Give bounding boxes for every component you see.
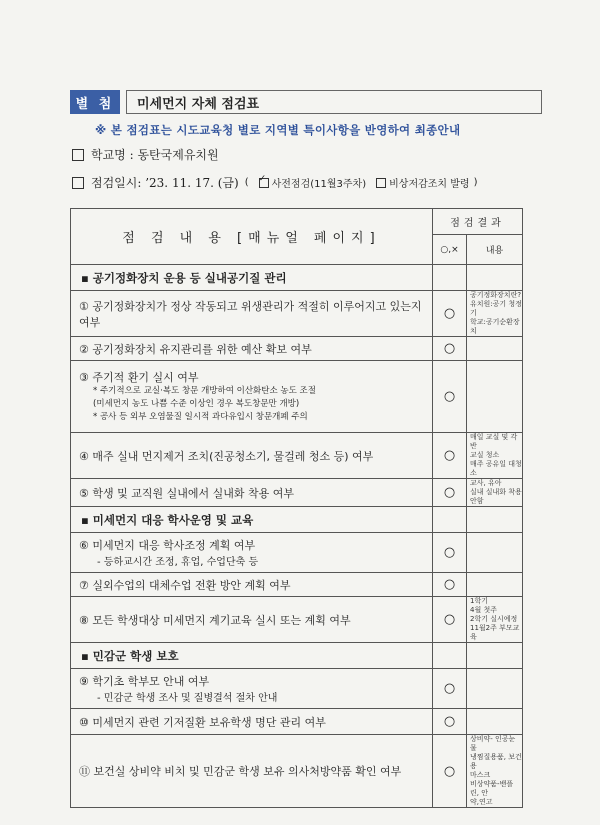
result-mark: ○: [433, 433, 467, 479]
check-item-subtext: - 민감군 학생 조사 및 질병결석 절차 안내: [97, 693, 278, 704]
table-row: [71, 709, 523, 735]
result-note-line: 4월 첫주: [470, 606, 497, 614]
check-item-text: ⑨ 학기초 학부모 안내 여부: [79, 675, 210, 688]
school-line: [72, 146, 219, 163]
result-mark: ○: [433, 669, 467, 709]
result-note: [467, 433, 523, 479]
section-title: ▪ 공기정화장치 운용 등 실내공기질 관리: [71, 265, 433, 291]
result-note-line: 유치원:공기 청정기: [470, 300, 522, 317]
table-header-main: 점 검 내 용 [매뉴얼 페이지]: [71, 209, 433, 265]
result-note-line: 교실 청소: [470, 451, 500, 459]
checkbox-icon: [376, 178, 386, 188]
result-note-line: 냉찜질용품, 보건용: [470, 753, 522, 770]
check-item: [71, 433, 433, 479]
table-row: [71, 433, 523, 479]
close-paren: ): [473, 177, 478, 188]
result-note-line: 1학기: [470, 597, 488, 605]
table-row: [71, 533, 523, 573]
check-item: [71, 479, 433, 507]
table-header-result: 점검결과: [433, 209, 523, 235]
result-note: [467, 337, 523, 361]
empty-cell: [467, 265, 523, 291]
result-mark: ○: [433, 709, 467, 735]
result-note-line: 2학기 실시예정: [470, 615, 518, 623]
result-mark: ○: [433, 533, 467, 573]
result-note: [467, 291, 523, 337]
result-note: [467, 573, 523, 597]
result-note: [467, 669, 523, 709]
check-item-text: ② 공기정화장치 유지관리를 위한 예산 확보 여부: [79, 342, 312, 356]
check-item: [71, 533, 433, 573]
option-emergency: 비상저감조치 발령: [389, 179, 470, 190]
check-item: [71, 361, 433, 433]
check-item: [71, 573, 433, 597]
document-title: 미세먼지 자체 점검표: [126, 90, 542, 114]
check-item-text: ③ 주기적 환기 실시 여부: [79, 371, 199, 384]
check-item-text: ⑦ 실외수업의 대체수업 전환 방안 계획 여부: [79, 578, 291, 592]
result-mark: ○: [433, 337, 467, 361]
table-row: [71, 573, 523, 597]
check-item-subtext: * 공사 등 외부 오염물질 일시적 과다유입시 창문개폐 주의: [93, 412, 308, 422]
result-mark: ○: [433, 291, 467, 337]
result-note-line: 매주 공유일 대청소: [470, 460, 522, 477]
check-item-text: ⑥ 미세먼지 대응 학사조정 계획 여부: [79, 539, 256, 552]
result-note-line: 교사, 유아: [470, 479, 502, 487]
table-row: [71, 337, 523, 361]
check-item: [71, 735, 433, 808]
check-item-text: ⑩ 미세먼지 관련 기저질환 보유학생 명단 관리 여부: [79, 715, 326, 729]
check-item-subtext: (미세먼지 농도 나쁨 수준 이상인 경우 복도창문만 개방): [93, 399, 300, 409]
result-mark: ○: [433, 735, 467, 808]
result-note: [467, 361, 523, 433]
table-row: [71, 361, 523, 433]
check-item: [71, 709, 433, 735]
attachment-badge: 별 첨: [70, 90, 120, 114]
result-note-line: 실내 실내화 착용 안함: [470, 488, 522, 505]
result-note-line: 학교:공기순환장치: [470, 318, 520, 335]
check-item: [71, 597, 433, 643]
table-header-ox: ○,×: [433, 235, 467, 265]
check-item-text: ⑧ 모든 학생대상 미세먼지 계기교육 실시 또는 계획 여부: [79, 613, 351, 627]
check-item: [71, 669, 433, 709]
inspection-date: 점검일시: ’23. 11. 17. (금): [91, 176, 239, 190]
attachment-header: [70, 90, 542, 114]
check-item-subtext: - 등하교시간 조정, 휴업, 수업단축 등: [97, 557, 259, 568]
check-item-text: ④ 매주 실내 먼지제거 조치(진공청소기, 물걸레 청소 등) 여부: [79, 449, 374, 463]
result-mark: ○: [433, 573, 467, 597]
table-row: [71, 669, 523, 709]
option-pre-check: 사전점검(11월3주차): [271, 179, 367, 190]
result-mark: ○: [433, 361, 467, 433]
table-row: [71, 735, 523, 808]
empty-cell: [433, 507, 467, 533]
result-note-line: 상비약- 인공눈물: [470, 735, 516, 752]
check-item: [71, 337, 433, 361]
result-note-line: 매일 교실 및 각반: [470, 433, 518, 450]
check-item-text: ① 공기정화장치가 정상 작동되고 위생관리가 적절히 이루어지고 있는지 여부: [79, 299, 422, 329]
inspection-line: 점검일시: ’23. 11. 17. (금) ( ✓ 사전점검(11월3주차) 비상저감조치 발령 ): [72, 174, 478, 191]
section-title: ▪ 민감군 학생 보호: [71, 643, 433, 669]
result-note: [467, 479, 523, 507]
result-note: [467, 597, 523, 643]
result-mark: ○: [433, 597, 467, 643]
table-row: [71, 291, 523, 337]
result-note-line: 공기정화장치란?: [470, 291, 522, 299]
result-note: [467, 735, 523, 808]
result-mark: ○: [433, 479, 467, 507]
empty-cell: [433, 265, 467, 291]
table-row: [71, 597, 523, 643]
checkbox-icon: [72, 149, 84, 161]
school-name: 학교명 : 동탄국제유치원: [91, 148, 219, 162]
empty-cell: [433, 643, 467, 669]
check-item-subtext: * 주기적으로 교실·복도 창문 개방하여 이산화탄소 농도 조절: [93, 386, 316, 396]
result-note-line: 11월2주 부모교육: [470, 624, 520, 641]
empty-cell: [467, 507, 523, 533]
checked-box-icon: [259, 178, 269, 188]
result-note: [467, 533, 523, 573]
check-item-text: ⑪ 보건실 상비약 비치 및 민감군 학생 보유 의사처방약품 확인 여부: [79, 765, 402, 778]
checklist-table: [70, 208, 523, 808]
result-note-line: 비상약품-밴플린, 안: [470, 780, 514, 797]
result-note-line: 마스크: [470, 771, 491, 779]
check-item: [71, 291, 433, 337]
result-note-line: 약,연고: [470, 798, 493, 806]
notice-text: ※ 본 점검표는 시도교육청 별로 지역별 특이사항을 반영하여 최종안내: [95, 123, 461, 137]
section-title: ▪ 미세먼지 대응 학사운영 및 교육: [71, 507, 433, 533]
table-row: [71, 479, 523, 507]
result-note: [467, 709, 523, 735]
checkbox-icon: [72, 177, 84, 189]
empty-cell: [467, 643, 523, 669]
check-item-text: ⑤ 학생 및 교직원 실내에서 실내화 착용 여부: [79, 486, 294, 500]
table-header-content: 내용: [467, 235, 523, 265]
